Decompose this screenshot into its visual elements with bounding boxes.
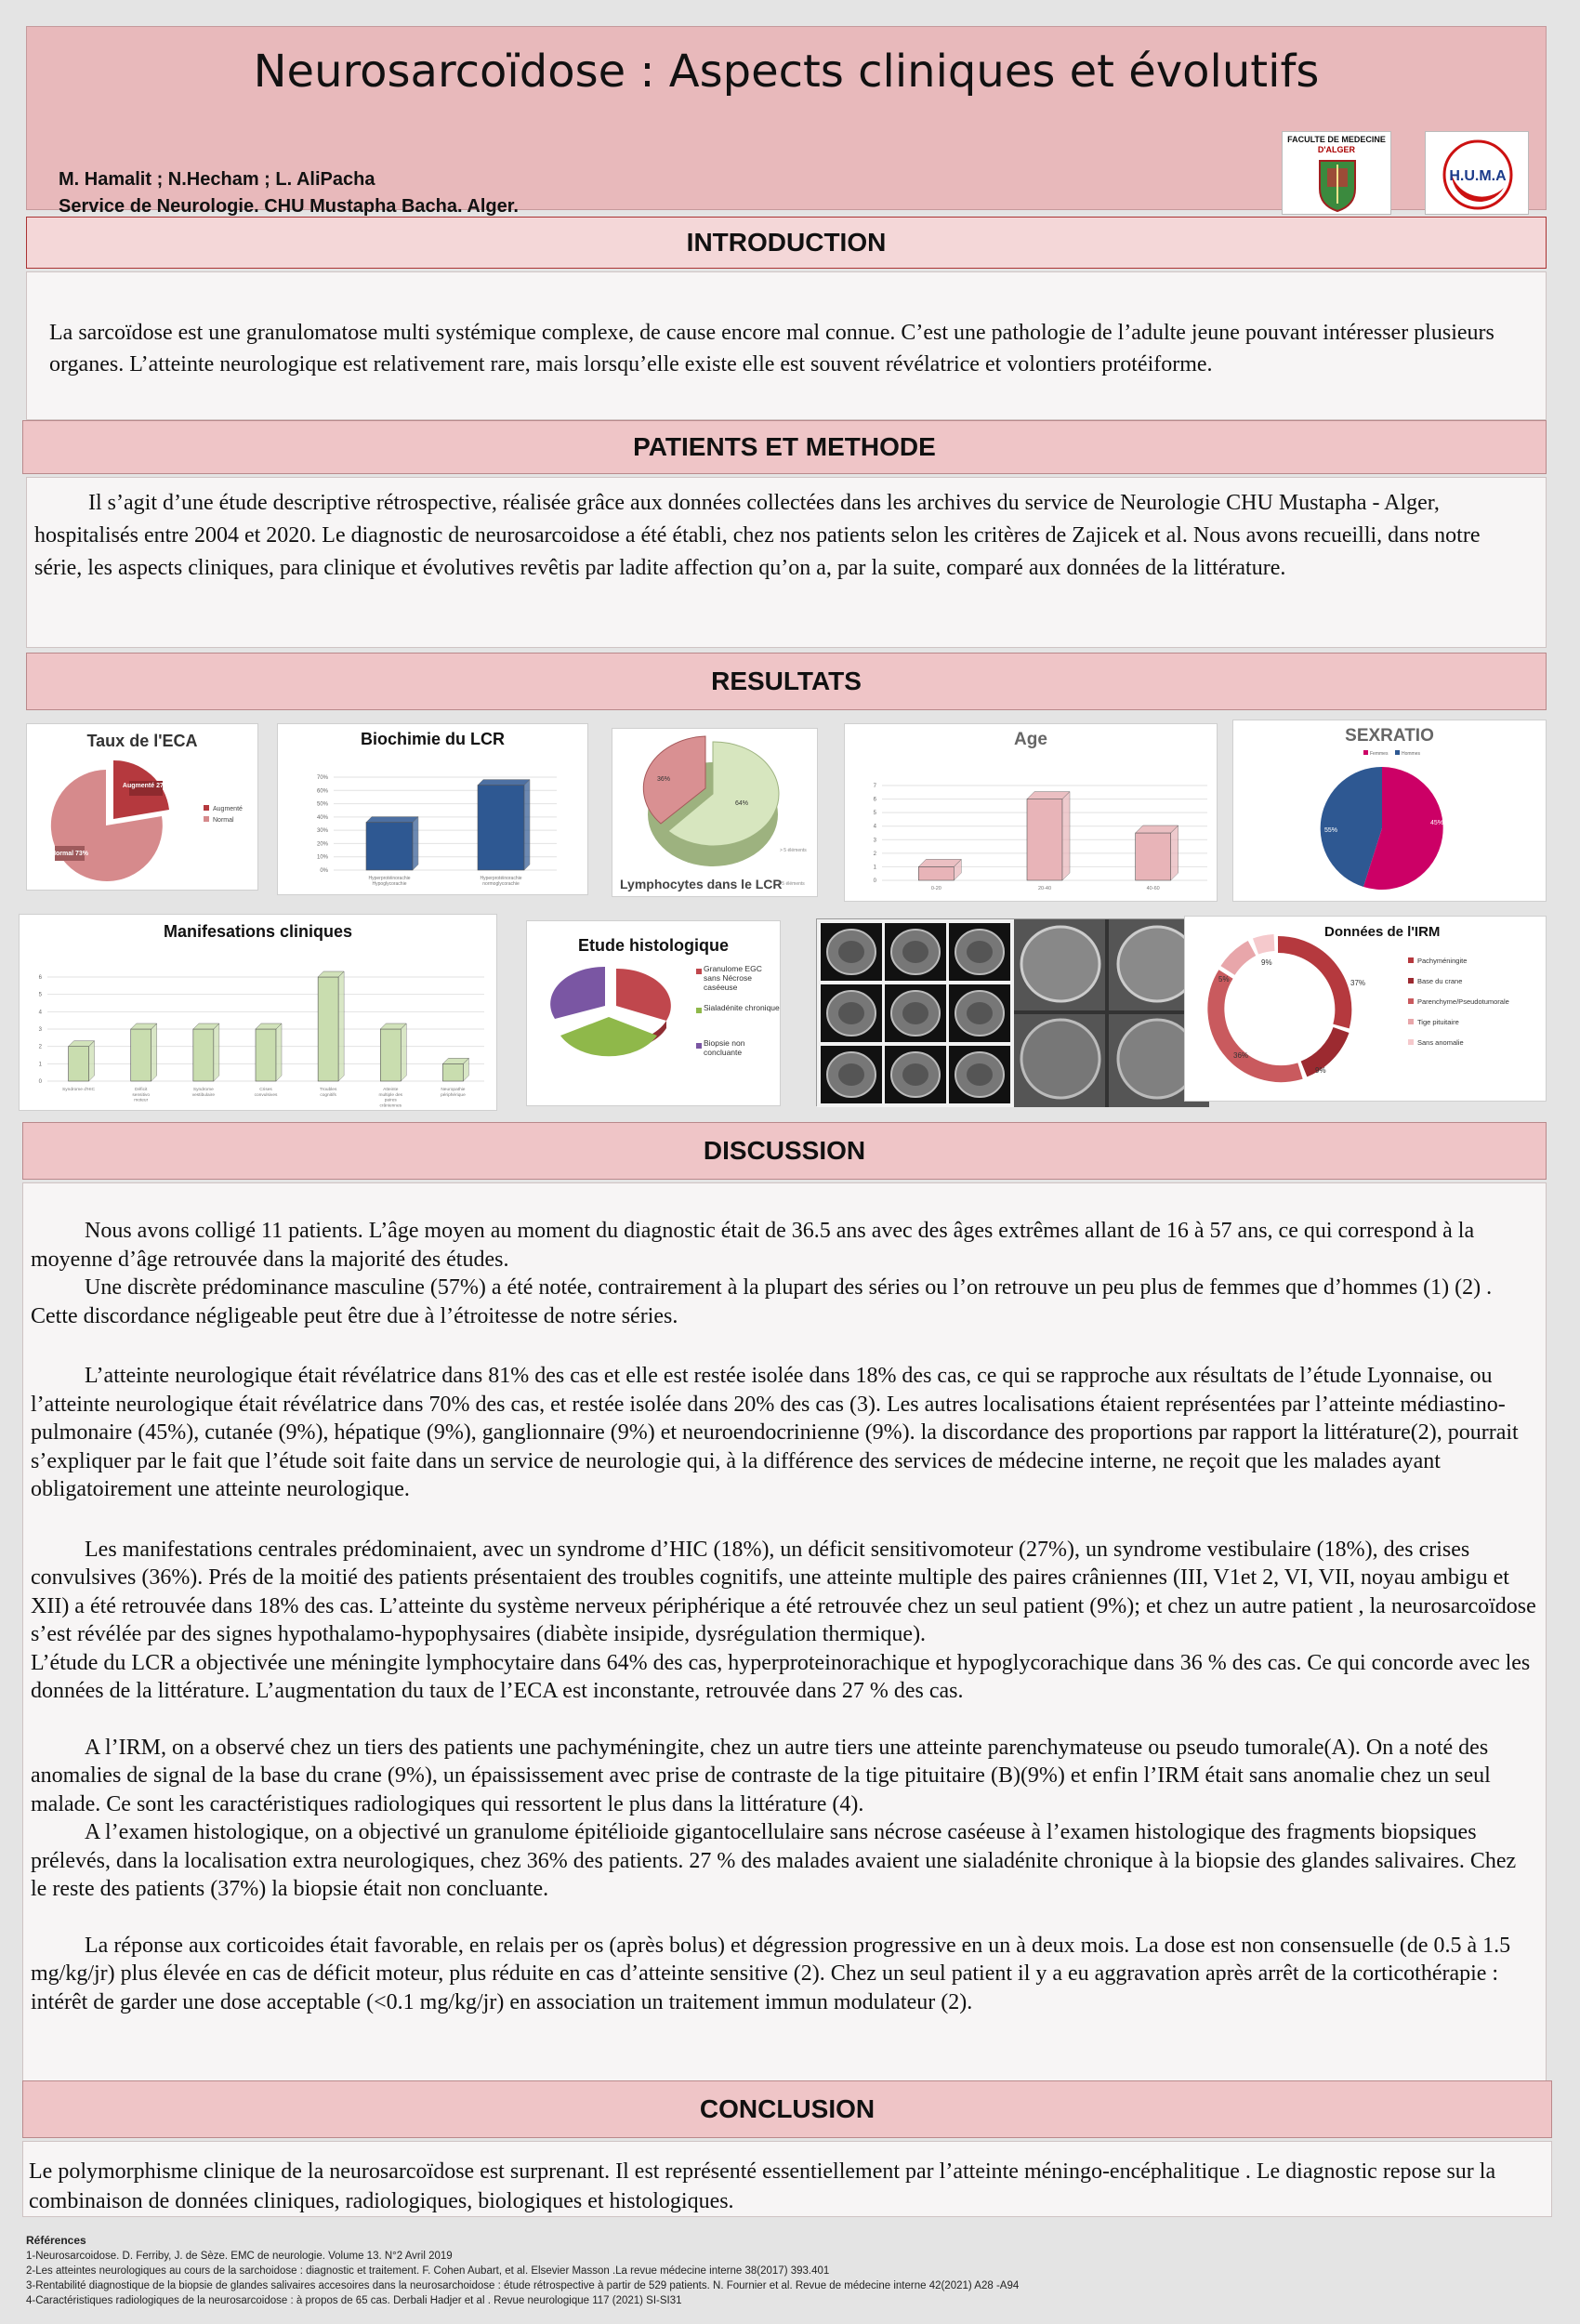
histo-legend-sialadenite: Sialadénite chronique — [704, 1003, 780, 1012]
x-tick-label: 40-60 — [1146, 886, 1160, 891]
y-tick-label: 20% — [316, 841, 328, 848]
discussion-paragraph: La réponse aux corticoides était favorable, en relais per os (après bolus) et dégression progressive en un à deux mois. La dose est non consensuelle (de 0.5 à 1.5 mg/kg/jr) plus élevée en cas de déficit moteur, plus réduite en cas d’atteinte sensitive (2). Chez un seul patient il y a eu aggravation après arrêt de la corticothérapie : intérêt de garder une dose acceptable (<0.1 mg/kg/jr) en association un traitement immun modulateur (2). — [31, 1933, 1511, 2014]
x-tick-label: Syndrome d'HIC — [62, 1088, 96, 1092]
chart-lymphocytes-title: Lymphocytes dans le LCR — [620, 877, 783, 891]
bar-side — [338, 971, 344, 1081]
bar — [1027, 799, 1062, 880]
y-tick-label: 4 — [873, 824, 876, 830]
bar-top — [478, 780, 530, 786]
irm-arc-parenchyme — [1216, 974, 1300, 1074]
y-tick-label: 5 — [873, 811, 876, 817]
introduction-text: La sarcoïdose est une granulomatose multi systémique complexe, de cause encore mal connue. C’est une pathologie de l’adulte jeune pouvant intéresser plusieurs organes. L’atteinte neurologique est relativement rare, mais lorsqu’elle existe elle est souvent révélatrice et volontiers protéiforme. — [49, 321, 1494, 376]
x-tick-label: Crises convulsives — [254, 1088, 278, 1098]
irm-label-5: 5% — [1218, 975, 1230, 984]
y-tick-label: 5 — [38, 992, 42, 998]
y-tick-label: 6 — [873, 797, 876, 803]
y-tick-label: 60% — [316, 788, 328, 795]
chart-manifestations-svg — [20, 942, 498, 1109]
reference-item: 1-Neurosarcoidose. D. Ferriby, J. de Sèze. EMC de neurologie. Volume 13. N°2 Avril 2019 — [26, 2251, 453, 2262]
chart-manifestations-title: Manifesations cliniques — [163, 922, 353, 941]
chart-histologique-svg — [527, 956, 782, 1114]
lympho-legend-gt5: > 5 éléments — [780, 848, 807, 853]
bar — [131, 1029, 151, 1081]
bar-side — [1171, 825, 1178, 880]
mri-slice-core — [838, 1063, 864, 1086]
y-tick-label: 10% — [316, 854, 328, 861]
eca-label-normal: Normal 73% — [50, 851, 89, 857]
discussion-paragraph: Une discrète prédominance masculine (57%) a été notée, contrairement à la plupart des séries ou l’on retrouve un peu plus de femmes que d’hommes (1) (2) . Cette discordance négligeable peut être due à l’étroitesse de notre séries. — [31, 1275, 1493, 1328]
discussion-body — [31, 1217, 1536, 2016]
bar — [69, 1047, 89, 1081]
y-tick-label: 0 — [873, 878, 876, 884]
huma-crescent-icon — [1426, 132, 1530, 216]
histo-slice-biopsie — [550, 967, 605, 1019]
faculty-crest-icon — [1283, 155, 1392, 215]
references — [26, 2233, 1550, 2308]
discussion-paragraph: L’atteinte neurologique était révélatrice dans 81% des cas et elle est restée isolée dans 18% des cas, ce qui se rapproche aux résultats de l’étude Lyonnaise, ou l’atteinte neurologique était révélatrice dans 70% des cas, et restée isolée dans 20% des cas (3). Les autres localisations étaient représentées par l’atteinte médiastino-pulmonaire (45%), cutanée (9%), hépatique (9%), ganglionnaire (9%) et neuroendocrinienne (9%). la discordance des proportions par rapport la littérature(2), pourrait s’expliquer par le fait que l’étude soit faite dans un service de neurologie qui, à la différence des services de médecine interne, ne reçoit que les malades ayant obligatoirement une atteinte neurologique. — [31, 1364, 1519, 1501]
bar — [442, 1063, 463, 1081]
x-tick-label: Troubles cognitifs — [319, 1088, 337, 1098]
y-tick-label: 3 — [873, 838, 876, 844]
bar-side — [413, 817, 418, 870]
histo-legend-granulome: Granulome EGC sans Nécrose caséeuse — [704, 964, 762, 992]
chart-irm-svg — [1185, 917, 1547, 1103]
mri-images — [816, 918, 1208, 1106]
introduction-panel — [26, 271, 1547, 420]
y-tick-label: 7 — [873, 784, 876, 789]
lympho-label-64: 64% — [735, 800, 749, 807]
y-tick-label: 3 — [38, 1027, 42, 1033]
y-tick-label: 2 — [38, 1044, 42, 1050]
y-tick-label: 4 — [38, 1010, 42, 1016]
x-tick-label: Neuropathie périphérique — [441, 1088, 466, 1098]
irm-arc-base-crane — [1304, 1030, 1341, 1069]
bar — [366, 823, 413, 870]
mri-slice-core — [967, 941, 993, 963]
sex-legend-hommes: Hommes — [1402, 751, 1421, 757]
discussion-paragraph: Nous avons colligé 11 patients. L’âge moyen au moment du diagnostic était de 36.5 ans avec des âges extrêmes allant de 16 à 57 ans, ce qui correspond à la moyenne d’âge retrouvée dans la majorité des études. — [31, 1219, 1475, 1272]
faculty-logo-line1: FACULTE DE MEDECINE — [1287, 135, 1386, 144]
mri-slice-core — [838, 1002, 864, 1024]
histo-legend-biopsie: Biopsie non concluante — [704, 1038, 745, 1057]
y-tick-label: 30% — [316, 828, 328, 835]
bar-top — [366, 817, 418, 823]
bar-side — [151, 1023, 157, 1081]
irm-legend-1: Base du crane — [1417, 977, 1463, 985]
bar-top — [918, 859, 961, 866]
bar-side — [276, 1023, 282, 1081]
sex-legend-femmes: Femmes — [1370, 751, 1389, 757]
bar — [918, 866, 954, 880]
poster-title: Neurosarcoïdose : Aspects cliniques et évolutifs — [253, 46, 1320, 98]
lympho-legend-lt5: < 5 éléments — [778, 881, 805, 887]
chart-lymphocytes — [612, 728, 818, 897]
mri-slice-core — [902, 1063, 928, 1086]
histo-slice-sialadenite — [560, 1017, 657, 1056]
chart-irm — [1184, 916, 1547, 1102]
mri-slice-core — [967, 1063, 993, 1086]
x-tick-label: Atteinte multiple des paires crâniennes — [378, 1088, 403, 1109]
authors: M. Hamalit ; N.Hecham ; L. AliPacha — [59, 169, 375, 190]
irm-label-9a: 9% — [1315, 1066, 1326, 1075]
huma-logo-text: H.U.M.A — [1449, 168, 1507, 184]
discussion-paragraph: L’étude du LCR a objectivée une méningite lymphocytaire dans 64% des cas, hyperproteinorachique et hypoglycorachique dans 36 % des cas. Ce qui concorde avec les données de la littérature. L’augmentation du taux de l’ECA est inconstante, retrouvée dans 27 % des cas. — [31, 1650, 1531, 1703]
section-header-introduction: INTRODUCTION — [26, 217, 1547, 269]
irm-label-37: 37% — [1350, 979, 1366, 987]
irm-label-9b: 9% — [1261, 958, 1272, 967]
bar — [318, 977, 338, 1081]
bar-top — [1027, 792, 1070, 799]
chart-sexratio-title: SEXRATIO — [1345, 726, 1434, 746]
lympho-label-36: 36% — [657, 776, 671, 783]
histo-slice-granulome — [616, 969, 671, 1021]
x-tick-label: Hyperprotéinorachie Hypoglycorachie — [368, 876, 411, 887]
chart-lcr-svg — [278, 749, 589, 893]
y-tick-label: 70% — [316, 775, 328, 781]
affiliation: Service de Neurologie. CHU Mustapha Bacha. Alger. — [59, 196, 519, 217]
irm-label-36: 36% — [1233, 1051, 1249, 1060]
discussion-paragraph: A l’examen histologique, on a objectivé un granulome épitélioide gigantocellulaire sans nécrose caséeuse à l’examen histologique des fragments biopsiques prélevés, dans la localisation extra neurologiques, chez 36% des patients. 27 % des malades avaient une sialadénite chronique à la biopsie des glandes salivaires. Chez le reste des patients (37%) la biopsie était non concluante. — [31, 1820, 1517, 1901]
x-tick-label: Déficit sensitivo moteur — [132, 1088, 151, 1103]
irm-legend-0: Pachyméningite — [1417, 957, 1468, 965]
chart-age-title: Age — [1014, 730, 1047, 749]
y-tick-label: 50% — [316, 801, 328, 808]
bar — [1136, 833, 1171, 880]
section-header-conclusion: CONCLUSION — [22, 2080, 1552, 2138]
sex-label-femmes: 45% — [1430, 820, 1444, 826]
chart-eca — [26, 723, 258, 891]
bar-side — [401, 1023, 406, 1081]
section-header-discussion: DISCUSSION — [22, 1122, 1547, 1180]
bar — [478, 786, 524, 870]
chart-lymphocytes-svg — [612, 729, 819, 898]
chart-irm-title: Données de l'IRM — [1324, 924, 1441, 940]
irm-arc-tige — [1228, 948, 1252, 971]
y-tick-label: 0% — [320, 868, 328, 874]
references-title: Références — [26, 2234, 86, 2247]
bar — [193, 1029, 214, 1081]
mri-slice-core — [902, 941, 928, 963]
irm-legend-2: Parenchyme/Pseudotumorale — [1417, 997, 1509, 1006]
chart-histologique-title: Etude histologique — [578, 936, 729, 955]
title-panel — [26, 26, 1547, 217]
bar — [256, 1029, 276, 1081]
sex-label-hommes: 55% — [1324, 827, 1338, 834]
conclusion-text: Le polymorphisme clinique de la neurosarcoïdose est surprenant. Il est représenté essentiellement par l’atteinte méningo-encéphalitique . Le diagnostic repose sur la combinaison de données cliniques, radiologiques, biologiques et histologiques. — [29, 2159, 1496, 2213]
irm-arc-pachymeningite — [1278, 944, 1343, 1026]
chart-sexratio — [1232, 720, 1547, 902]
chart-manifestations — [19, 914, 497, 1111]
bar-side — [89, 1041, 95, 1081]
y-tick-label: 2 — [873, 851, 876, 857]
reference-item: 3-Rentabilité diagnostique de la biopsie de glandes salivaires accesoires dans la neurosarchoidose : étude rétrospective à partir de 529 patients. N. Fournier et al. Revue de médecine interne 42(2021) A28 -A94 — [26, 2280, 1020, 2291]
y-tick-label: 40% — [316, 814, 328, 821]
reference-item: 4-Caractéristiques radiologiques de la neurosarcoidose : à propos de 65 cas. Derbali Hadjer et al . Revue neurologique 117 (2021) SI-SI31 — [26, 2295, 682, 2306]
irm-legend-4: Sans anomalie — [1417, 1038, 1464, 1047]
authors-block — [59, 166, 519, 220]
chart-age — [844, 723, 1218, 902]
x-tick-label: 20-40 — [1037, 886, 1052, 891]
chart-lcr-biochimie — [277, 723, 588, 895]
eca-legend-augmente: Augmenté — [213, 806, 243, 812]
huma-logo — [1425, 131, 1529, 215]
mri-slice-core — [902, 1002, 928, 1024]
chart-histologique — [526, 920, 781, 1106]
conclusion-panel — [22, 2141, 1552, 2217]
y-tick-label: 1 — [873, 865, 876, 871]
x-tick-label: Syndrome vestibulaire — [191, 1088, 215, 1098]
chart-eca-svg — [27, 751, 259, 891]
y-tick-label: 6 — [38, 975, 42, 981]
mri-slice-core — [838, 941, 864, 963]
irm-arc-sans-anomalie — [1256, 943, 1274, 946]
y-tick-label: 0 — [38, 1079, 42, 1085]
bar-side — [1062, 792, 1070, 880]
bar-top — [1136, 825, 1178, 833]
patients-text: Il s’agit d’une étude descriptive rétrospective, réalisée grâce aux données collectées dans les archives du service de Neurologie CHU Mustapha - Alger, hospitalisés entre 2004 et 2020. Le diagnostic de neurosarcoidose a été établi, chez nos patients selon les critères de Zajicek et al. Nous avons recueilli, dans notre série, les aspects cliniques, para clinique et évolutives revêtis par ladite affection qu’on a, par la suite, comparé aux données de la littérature. — [34, 491, 1481, 580]
bar — [380, 1029, 401, 1081]
chart-eca-title: Taux de l'ECA — [86, 732, 198, 750]
chart-lcr-title: Biochimie du LCR — [360, 730, 505, 748]
reference-item: 2-Les atteintes neurologiques au cours de la sarchoidose : diagnostic et traitement. F. Cohen Aubart, et al. Elsevier Masson .La revue médecine interne 38(2017) 393.401 — [26, 2265, 830, 2277]
eca-legend-normal: Normal — [213, 817, 234, 824]
x-tick-label: Hyperprotéinorachie normoglycorachie — [480, 876, 522, 887]
faculty-logo — [1282, 131, 1391, 215]
bar-side — [524, 780, 530, 870]
discussion-paragraph: Les manifestations centrales prédominaient, avec un syndrome d’HIC (18%), un déficit sensitivomoteur (27%), un syndrome vestibulaire (18%), des crises convulsives (36%). Prés de la moitié des patients présentaient des troubles cognitifs, une atteinte multiple des paires crâniennes (III, V1et 2, VI, VII, noyau ambigu et XII) a été retrouvée dans 18% des cas. L’atteinte du système nerveux périphérique a été retrouvée chez un seul patient (9%); et chez un autre patient , la neurosarcoïdose s’est révélée par des signes hypothalamo-hypophysaires (diabète insipide, dysrégulation thermique). — [31, 1537, 1536, 1646]
x-tick-label: 0-20 — [930, 886, 941, 891]
chart-age-svg — [845, 750, 1218, 899]
section-header-patients: PATIENTS ET METHODE — [22, 420, 1547, 474]
patients-panel — [26, 477, 1547, 648]
discussion-paragraph: A l’IRM, on a observé chez un tiers des patients une pachyméningite, chez un autre tiers une atteinte parenchymateuse ou pseudo tumorale(A). On a noté des anomalies de signal de la base du crane (9%), un épaississement avec prise de contraste de la tige pituitaire (B)(9%) et enfin l’IRM était sans anomalie chez un seul malade. Ce sont les caractéristiques radiologiques qui ressortent le plus dans la littérature (4). — [31, 1735, 1491, 1816]
y-tick-label: 1 — [38, 1062, 42, 1068]
bar-side — [214, 1023, 219, 1081]
eca-label-augmente: Augmenté 27% — [122, 783, 170, 789]
chart-sexratio-svg — [1233, 746, 1547, 900]
section-header-resultats: RESULTATS — [26, 653, 1547, 710]
irm-legend-3: Tige pituitaire — [1417, 1018, 1459, 1026]
faculty-logo-line2: D'ALGER — [1317, 145, 1356, 154]
mri-slice-core — [967, 1002, 993, 1024]
mri-scan-grid — [817, 919, 1209, 1107]
discussion-panel — [22, 1182, 1547, 2108]
